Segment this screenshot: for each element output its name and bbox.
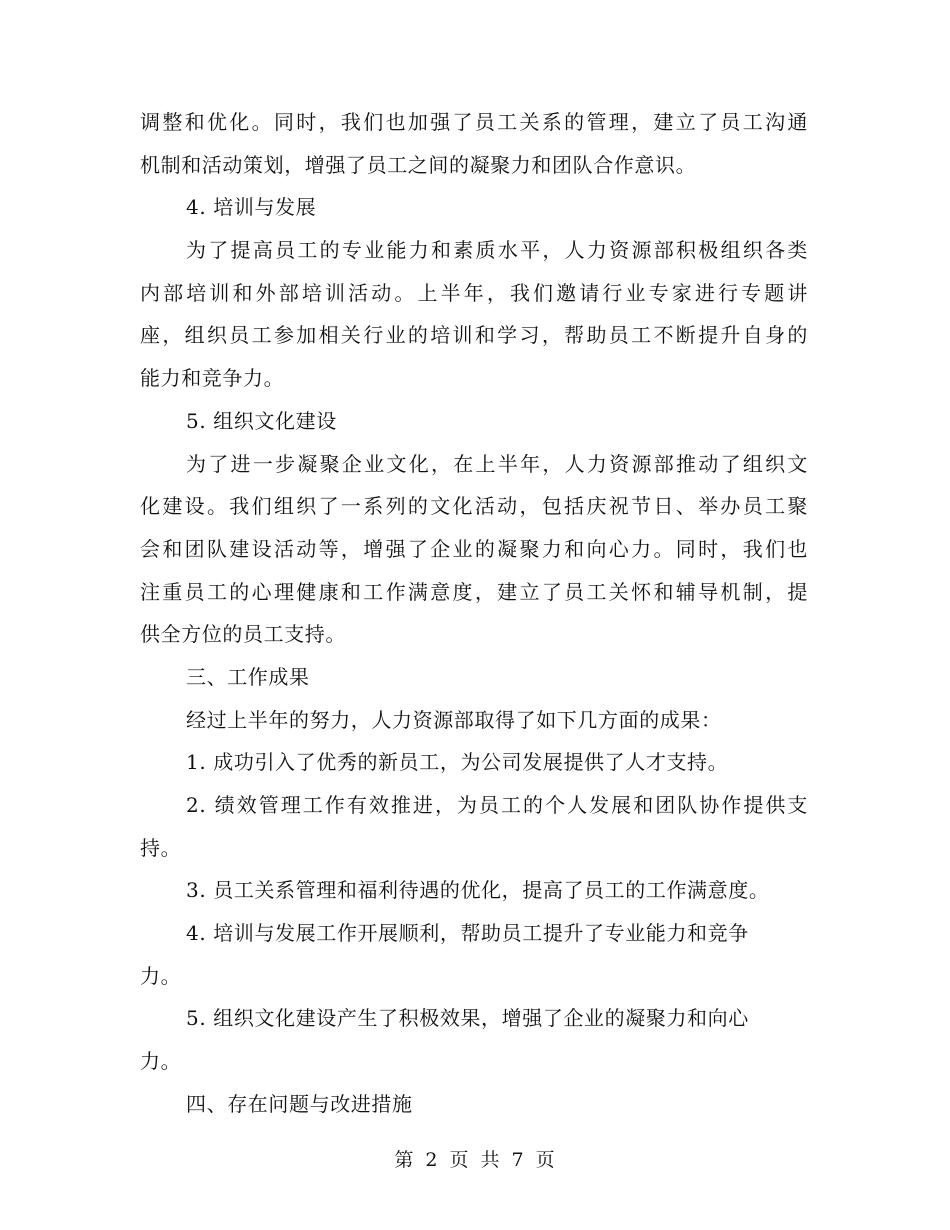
text-line: 会和团队建设活动等，增强了企业的凝聚力和向心力。同时，我们也 <box>140 536 808 561</box>
text-line: 三、工作成果 <box>186 664 310 689</box>
text-line: 为了进一步凝聚企业文化，在上半年，人力资源部推动了组织文 <box>186 451 808 476</box>
text-line: 能力和竞争力。 <box>140 366 285 391</box>
text-line: 内部培训和外部培训活动。上半年，我们邀请行业专家进行专题讲 <box>140 280 808 305</box>
text-line: 为了提高员工的专业能力和素质水平，人力资源部积极组织各类 <box>186 238 808 263</box>
text-line: 3. 员工关系管理和福利待遇的优化，提高了员工的工作满意度。 <box>186 878 770 903</box>
text-line: 化建设。我们组织了一系列的文化活动，包括庆祝节日、举办员工聚 <box>140 494 808 519</box>
text-line: 1. 成功引入了优秀的新员工，为公司发展提供了人才支持。 <box>186 750 729 775</box>
text-line: 4. 培训与发展 <box>186 195 317 220</box>
text-line: 5. 组织文化建设 <box>186 408 337 433</box>
text-line: 力。 <box>140 963 182 988</box>
text-line: 经过上半年的努力，人力资源部取得了如下几方面的成果： <box>186 707 722 732</box>
text-line: 四、存在问题与改进措施 <box>186 1091 413 1116</box>
page-footer: 第 2 页 共 7 页 <box>394 1149 556 1171</box>
text-line: 机制和活动策划，增强了员工之间的凝聚力和团队合作意识。 <box>140 152 697 177</box>
text-line: 持。 <box>140 835 182 860</box>
text-line: 注重员工的心理健康和工作满意度，建立了员工关怀和辅导机制，提 <box>140 579 808 604</box>
text-line: 力。 <box>140 1049 182 1074</box>
text-line: 供全方位的员工支持。 <box>140 622 346 647</box>
document-body <box>140 101 808 1126</box>
text-line: 2. 绩效管理工作有效推进，为员工的个人发展和团队协作提供支 <box>186 793 808 817</box>
text-line: 调整和优化。同时，我们也加强了员工关系的管理，建立了员工沟通 <box>140 110 808 134</box>
text-line: 座，组织员工参加相关行业的培训和学习，帮助员工不断提升自身的 <box>140 323 808 348</box>
text-line: 4. 培训与发展工作开展顺利，帮助员工提升了专业能力和竞争 <box>186 921 749 946</box>
text-line: 5. 组织文化建设产生了积极效果，增强了企业的凝聚力和向心 <box>186 1006 749 1031</box>
